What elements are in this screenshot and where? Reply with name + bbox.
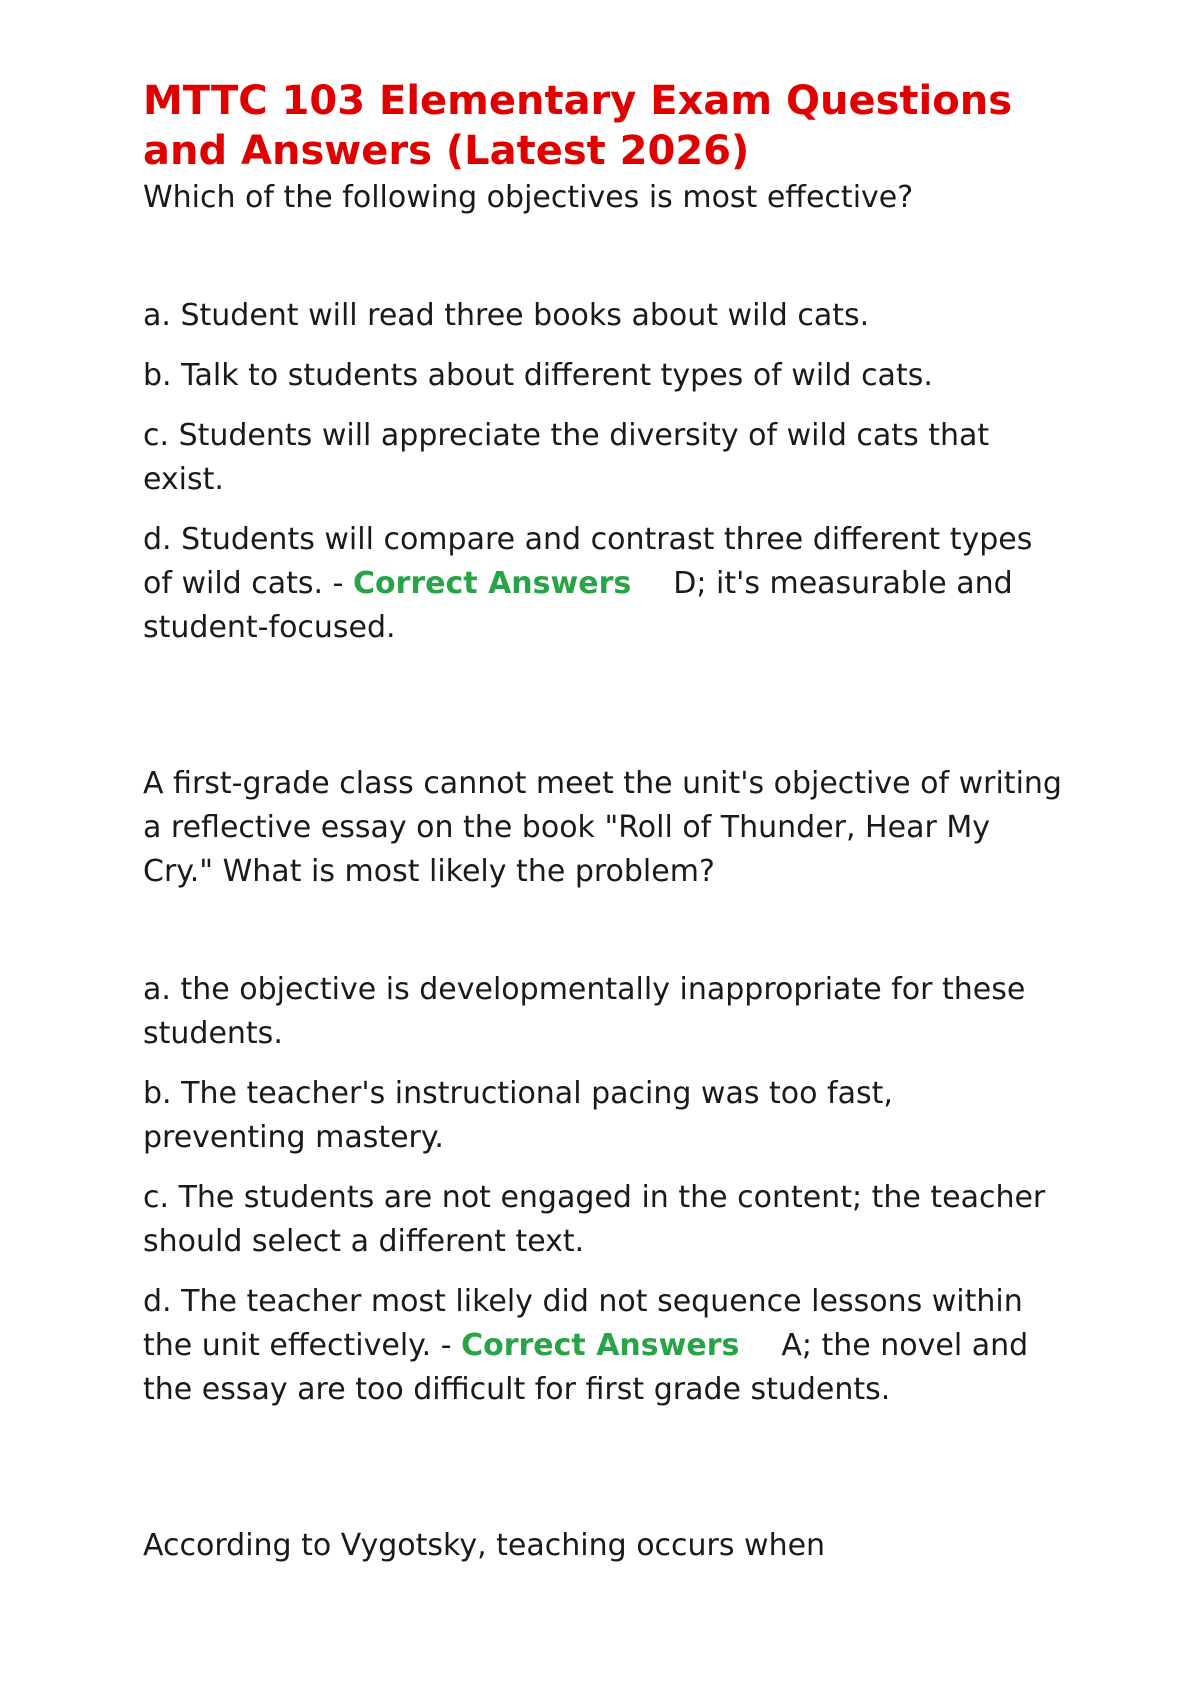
document-page xyxy=(143,76,1063,1568)
question-3-stem: According to Vygotsky, teaching occurs when xyxy=(143,1528,826,1563)
question-1-option-b: b. Talk to students about different types of wild cats. xyxy=(143,358,933,393)
question-1-answer: D; it's measurable and student-focused. xyxy=(143,566,1013,645)
document-title: MTTC 103 Elementary Exam Questions and Answers (Latest 2026) xyxy=(143,78,1013,174)
question-2-option-c: c. The students are not engaged in the content; the teacher should select a different text. xyxy=(143,1180,1046,1259)
question-2-option-a: a. the objective is developmentally inappropriate for these students. xyxy=(143,972,1026,1051)
question-2-answer: A; the novel and the essay are too difficult for first grade students. xyxy=(143,1328,1029,1407)
question-2-options xyxy=(143,968,1063,1412)
question-2-option-b: b. The teacher's instructional pacing was too fast, preventing mastery. xyxy=(143,1076,893,1155)
question-3 xyxy=(143,1524,1063,1568)
question-2-stem: A first-grade class cannot meet the unit's objective of writing a reflective essay on the book "Roll of Thunder, Hear My Cry." What is most likely the problem? xyxy=(143,766,1062,889)
question-1-option-d xyxy=(143,518,1063,650)
question-1-options xyxy=(143,294,1063,650)
question-1 xyxy=(143,176,1063,650)
question-1-option-a: a. Student will read three books about wild cats. xyxy=(143,298,870,333)
question-2 xyxy=(143,762,1063,1412)
correct-answers-label: Correct Answers xyxy=(461,1328,740,1363)
question-2-option-d-text: d. The teacher most likely did not sequence lessons within the unit effectively. - xyxy=(143,1284,1023,1363)
question-1-option-d-text: d. Students will compare and contrast three different types of wild cats. - xyxy=(143,522,1033,601)
question-1-option-c: c. Students will appreciate the diversity of wild cats that exist. xyxy=(143,418,990,497)
question-2-option-d xyxy=(143,1280,1063,1412)
question-1-stem: Which of the following objectives is most effective? xyxy=(143,180,914,215)
correct-answers-label: Correct Answers xyxy=(352,566,632,601)
